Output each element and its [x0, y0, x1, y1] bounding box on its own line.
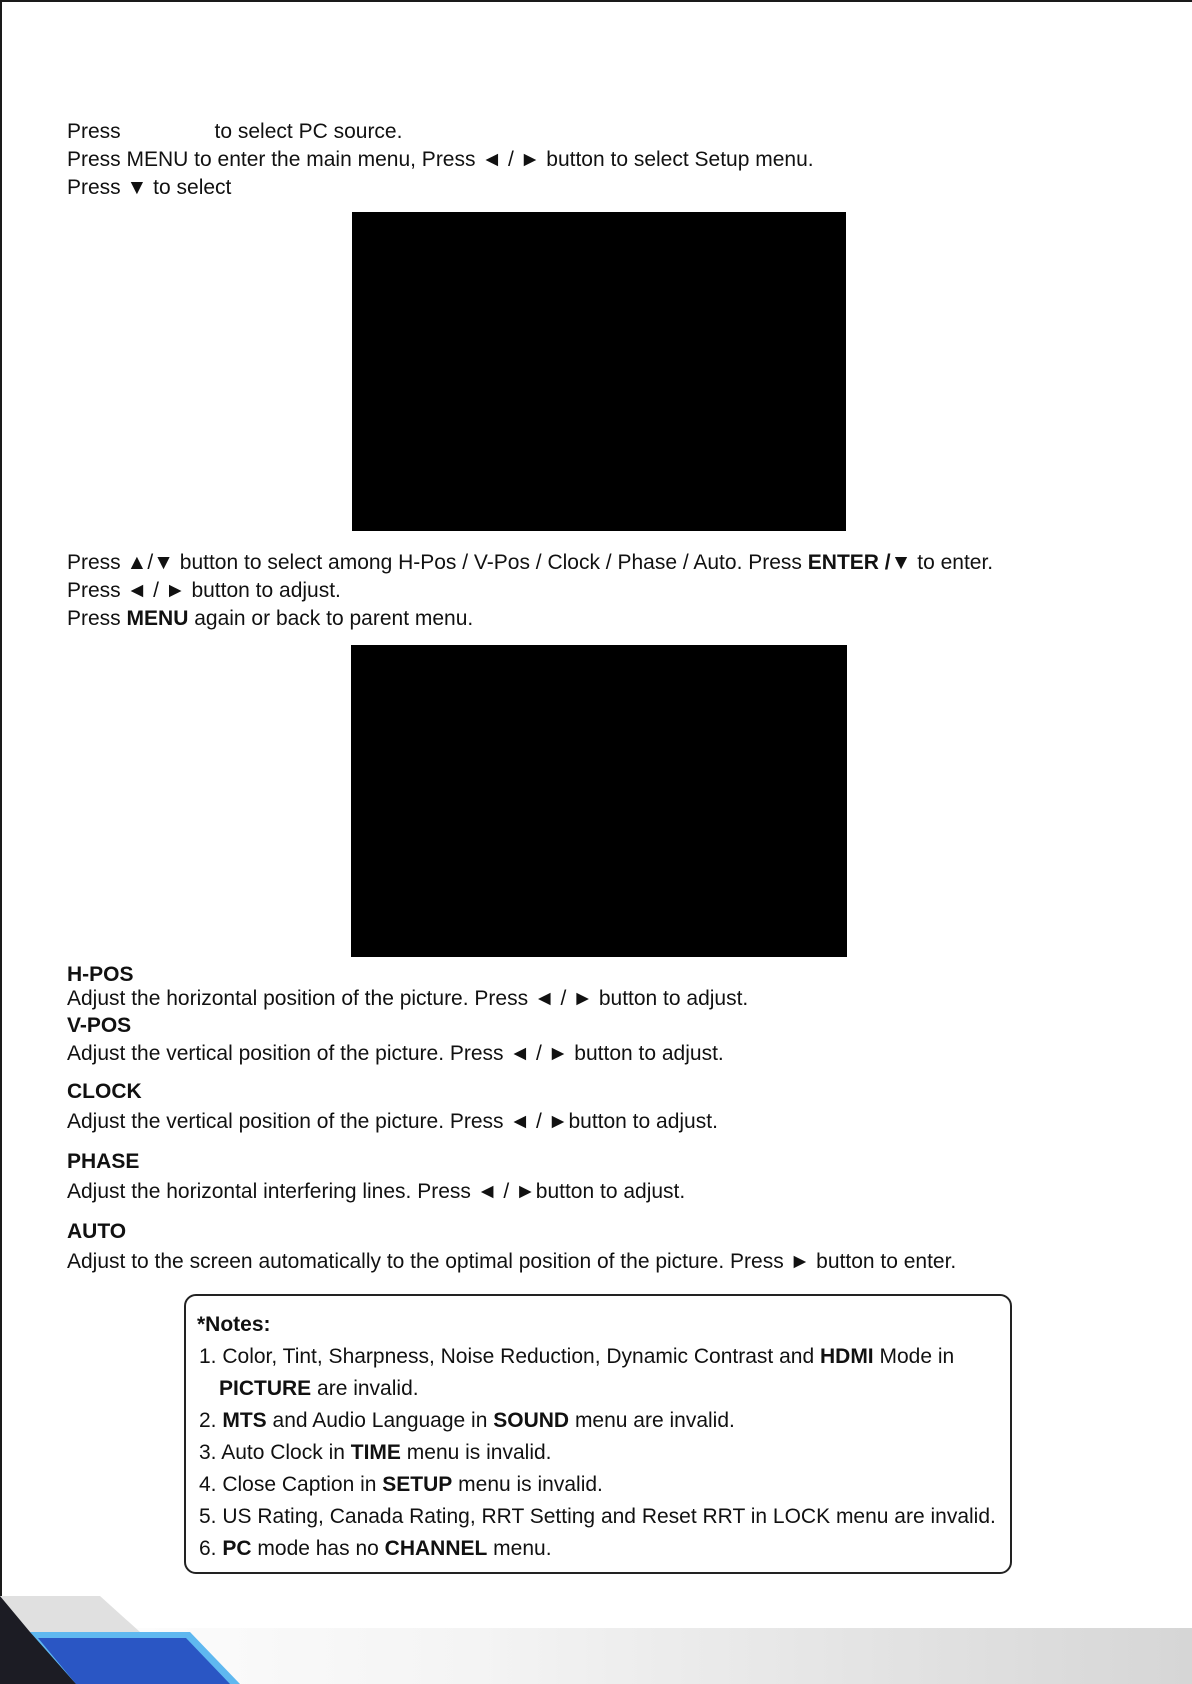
steps-line-1: Press ▲/▼ button to select among H-Pos / V-Pos / Clock / Phase / Auto. Press ENTER /▼ to enter.: [67, 551, 994, 574]
page-border-top: [0, 0, 1192, 2]
left-right-arrow-icon: ◄ / ►: [481, 148, 541, 171]
item-text-phase: Adjust the horizontal interfering lines. Press ◄ / ►button to adjust.: [67, 1180, 686, 1203]
item-title-clock: CLOCK: [67, 1080, 142, 1103]
item-text-clock: Adjust the vertical position of the picture. Press ◄ / ►button to adjust.: [67, 1110, 718, 1133]
item-text-vpos: Adjust the vertical position of the picture. Press ◄ / ► button to adjust.: [67, 1042, 724, 1065]
intro-line-2: Press MENU to enter the main menu, Press ◄ / ► button to select Setup menu.: [67, 148, 814, 171]
steps-line-2: Press ◄ / ► button to adjust.: [67, 579, 341, 602]
intro-line-1: Press to select PC source.: [67, 120, 403, 143]
notes-box: [184, 1294, 1012, 1574]
page-border-left: [0, 0, 2, 1684]
item-title-vpos: V-POS: [67, 1014, 132, 1037]
note-5: 5. US Rating, Canada Rating, RRT Setting and Reset RRT in LOCK menu are invalid.: [199, 1505, 996, 1528]
down-arrow-icon: ▼: [126, 176, 148, 199]
note-4: 4. Close Caption in SETUP menu is invalid.: [199, 1473, 603, 1496]
note-3: 3. Auto Clock in TIME menu is invalid.: [199, 1441, 552, 1464]
item-title-phase: PHASE: [67, 1150, 140, 1173]
item-text-auto: Adjust to the screen automatically to the optimal position of the picture. Press ► button to enter.: [67, 1250, 957, 1273]
pc-menu-screenshot-placeholder: [351, 645, 847, 957]
up-down-arrow-icon: ▲/▼: [126, 551, 174, 574]
left-right-arrow-icon: ◄ / ►: [126, 579, 186, 602]
note-6: 6. PC mode has no CHANNEL menu.: [199, 1537, 552, 1560]
item-title-hpos: H-POS: [67, 963, 134, 986]
footer-corner-graphic: [0, 1596, 260, 1684]
setup-menu-screenshot-placeholder: [352, 212, 846, 531]
note-2: 2. MTS and Audio Language in SOUND menu are invalid.: [199, 1409, 735, 1432]
note-1: 1. Color, Tint, Sharpness, Noise Reduction, Dynamic Contrast and HDMI Mode in: [199, 1345, 955, 1368]
intro-line-3: Press ▼ to select: [67, 176, 232, 199]
item-text-hpos: Adjust the horizontal position of the picture. Press ◄ / ► button to adjust.: [67, 987, 749, 1010]
item-title-auto: AUTO: [67, 1220, 127, 1243]
note-1-continued: PICTURE are invalid.: [219, 1377, 419, 1400]
notes-title: *Notes:: [197, 1313, 271, 1336]
steps-line-3: Press MENU again or back to parent menu.: [67, 607, 474, 630]
